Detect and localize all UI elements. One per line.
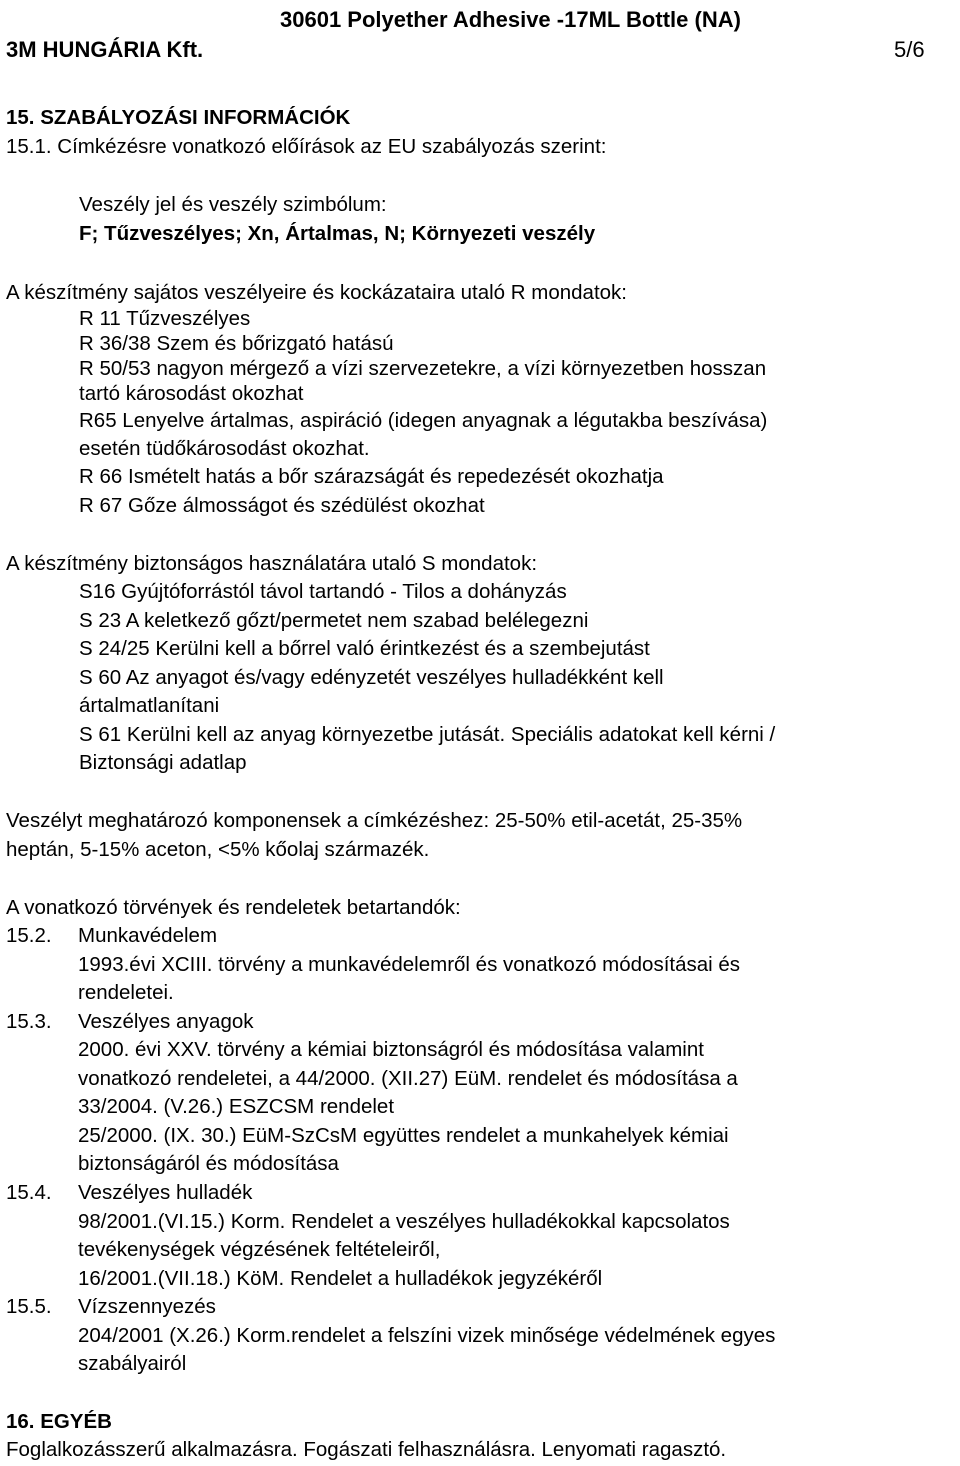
s-phrase-line: S 24/25 Kerülni kell a bőrrel való érintkezést és a szembejutást [79, 637, 650, 660]
law-number: 15.3. [6, 1010, 52, 1033]
law-text-line: rendeletei. [78, 981, 174, 1004]
s-phrase-line: S 61 Kerülni kell az anyag környezetbe jutását. Speciális adatokat kell kérni / [79, 723, 776, 746]
s-phrase-line: Biztonsági adatlap [79, 751, 247, 774]
law-text-line: 1993.évi XCIII. törvény a munkavédelemről és vonatkozó módosításai és [78, 953, 741, 976]
s-phrase-line: S 23 A keletkező gőzt/permetet nem szabad belélegezni [79, 609, 589, 632]
s-phrase-line: ártalmatlanítani [79, 694, 220, 717]
r-phrases-intro: A készítmény sajátos veszélyeire és kockázataira utaló R mondatok: [6, 281, 627, 304]
r-phrase-line: R 36/38 Szem és bőrizgató hatású [79, 332, 394, 355]
law-title: Veszélyes hulladék [78, 1181, 253, 1204]
laws-intro: A vonatkozó törvények és rendeletek betartandók: [6, 896, 461, 919]
hazard-components-line: Veszélyt meghatározó komponensek a címkézéshez: 25-50% etil-acetát, 25-35% [6, 809, 743, 832]
section-16-text: Foglalkozásszerű alkalmazásra. Fogászati felhasználásra. Lenyomati ragasztó. [6, 1438, 727, 1461]
law-text-line: 25/2000. (IX. 30.) EüM-SzCsM együttes rendelet a munkahelyek kémiai [78, 1124, 729, 1147]
law-text-line: biztonságáról és módosítása [78, 1152, 339, 1175]
r-phrase-line: R 67 Gőze álmosságot és szédülést okozhat [79, 494, 485, 517]
company-name: 3M HUNGÁRIA Kft. [6, 37, 204, 62]
r-phrase-line: R 11 Tűzveszélyes [79, 307, 251, 330]
s-phrase-line: S 60 Az anyagot és/vagy edényzetét veszélyes hulladékként kell [79, 666, 664, 689]
section-15-heading: 15. SZABÁLYOZÁSI INFORMÁCIÓK [6, 106, 351, 129]
hazard-symbols-label: Veszély jel és veszély szimbólum: [79, 193, 387, 216]
s-phrase-line: S16 Gyújtóforrástól távol tartandó - Tilos a dohányzás [79, 580, 567, 603]
law-text-line: 16/2001.(VII.18.) KöM. Rendelet a hulladékok jegyzékéről [78, 1267, 603, 1290]
law-text-line: 204/2001 (X.26.) Korm.rendelet a felszíni vizek minősége védelmének egyes [78, 1324, 776, 1347]
section-16-heading: 16. EGYÉB [6, 1410, 112, 1433]
r-phrase-line: R 66 Ismételt hatás a bőr szárazságát és repedezését okozhatja [79, 465, 664, 488]
law-text-line: szabályairól [78, 1352, 187, 1375]
law-number: 15.4. [6, 1181, 52, 1204]
law-text-line: 33/2004. (V.26.) ESZCSM rendelet [78, 1095, 395, 1118]
law-title: Munkavédelem [78, 924, 218, 947]
r-phrase-line: esetén tüdőkárosodást okozhat. [79, 437, 370, 460]
subsection-15-1-heading: 15.1. Címkézésre vonatkozó előírások az EU szabályozás szerint: [6, 135, 607, 158]
law-number: 15.5. [6, 1295, 52, 1318]
law-title: Veszélyes anyagok [78, 1010, 254, 1033]
law-number: 15.2. [6, 924, 52, 947]
law-text-line: vonatkozó rendeletei, a 44/2000. (XII.27) EüM. rendelet és módosítása a [78, 1067, 738, 1090]
r-phrase-line: R65 Lenyelve ártalmas, aspiráció (idegen anyagnak a légutakba beszívása) [79, 409, 768, 432]
law-text-line: tevékenységek végzésének feltételeiről, [78, 1238, 441, 1261]
r-phrase-line: tartó károsodást okozhat [79, 382, 304, 405]
law-title: Vízszennyezés [78, 1295, 216, 1318]
hazard-components-line: heptán, 5-15% aceton, <5% kőolaj származék. [6, 838, 430, 861]
s-phrases-intro: A készítmény biztonságos használatára utaló S mondatok: [6, 552, 538, 575]
page-number: 5/6 [894, 37, 925, 62]
law-text-line: 2000. évi XXV. törvény a kémiai biztonságról és módosítása valamint [78, 1038, 704, 1061]
r-phrase-line: R 50/53 nagyon mérgező a vízi szervezetekre, a vízi környezetben hosszan [79, 357, 767, 380]
document-title: 30601 Polyether Adhesive -17ML Bottle (NA) [280, 7, 741, 32]
law-text-line: 98/2001.(VI.15.) Korm. Rendelet a veszélyes hulladékokkal kapcsolatos [78, 1210, 730, 1233]
hazard-symbols: F; Tűzveszélyes; Xn, Ártalmas, N; Környezeti veszély [79, 222, 596, 245]
